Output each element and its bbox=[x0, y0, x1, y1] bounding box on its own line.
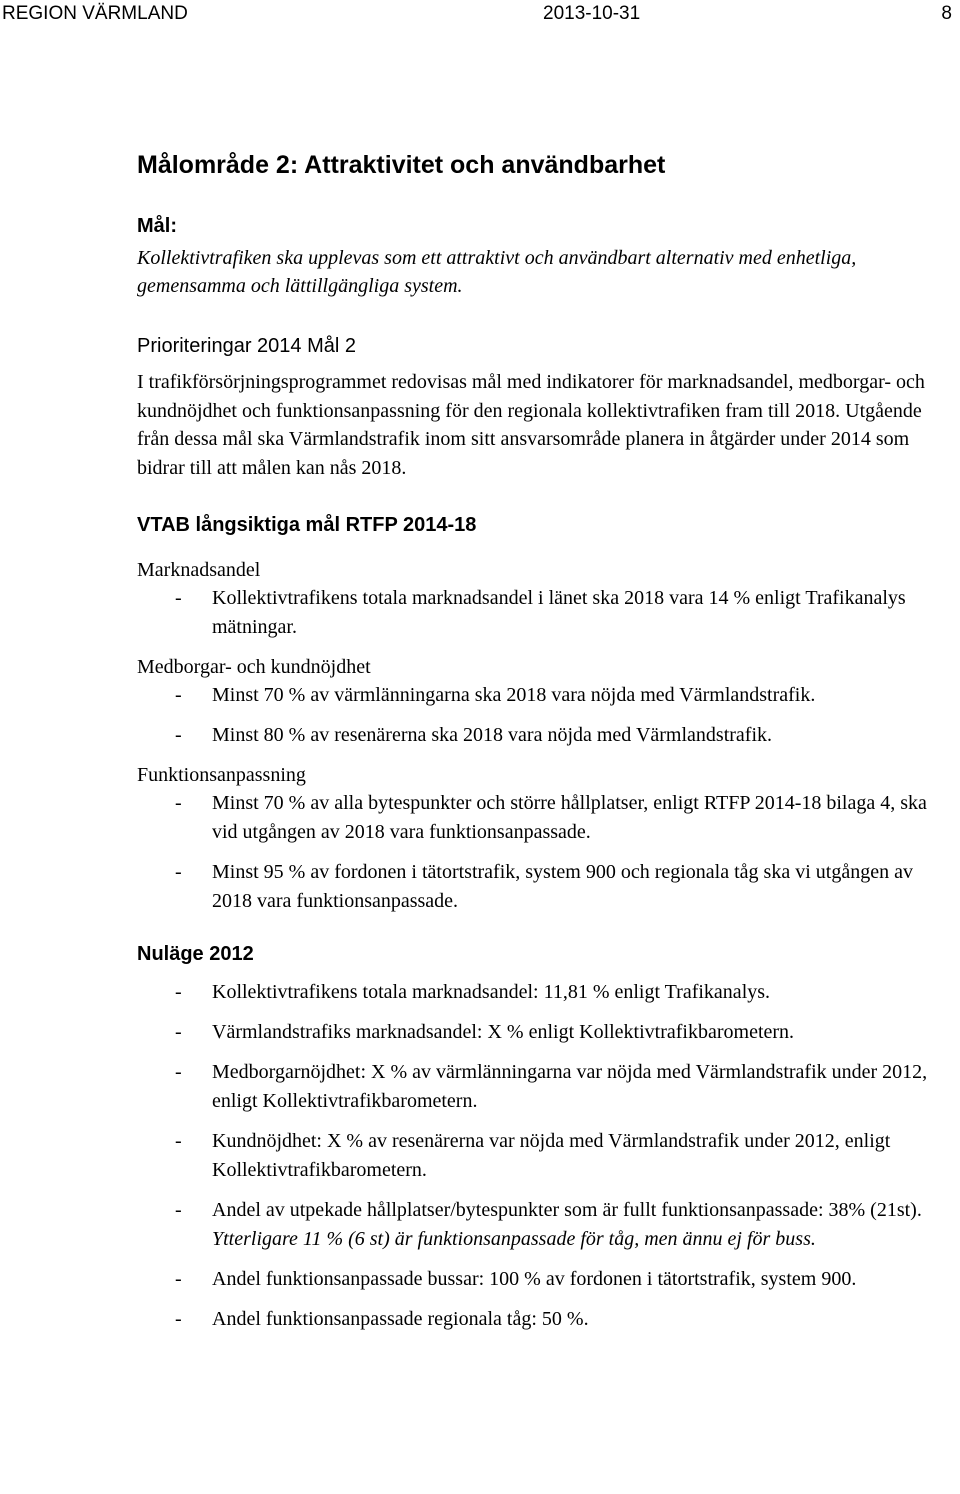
market-share-list bbox=[137, 584, 937, 642]
document-body bbox=[137, 146, 937, 1345]
page-header bbox=[0, 0, 960, 30]
list-item bbox=[137, 1196, 937, 1254]
list-item: - Kollektivtrafikens totala marknadsandel i länet ska 2018 vara 14 % enligt Trafikanalys mätningar. bbox=[137, 584, 937, 642]
list-item: - Medborgarnöjdhet: X % av värmlänningarna var nöjda med Värmlandstrafik under 2012, enligt Kollektivtrafikbarometern. bbox=[137, 1058, 937, 1116]
priorities-paragraph: I trafikförsörjningsprogrammet redovisas mål med indikatorer för marknadsandel, medborgar- och kundnöjdhet och funktionsanpassning för den regionala kollektivtrafiken fram till 2018. Utgående från dessa mål ska Värmlandstrafik inom sitt ansvarsområde planera in åtgärder under 2014 som bidrar till att målen kan nås 2018. bbox=[137, 371, 925, 479]
list-item: - Minst 95 % av fordonen i tätortstrafik, system 900 och regionala tåg ska vi utgången av 2018 vara funktionsanpassade. bbox=[137, 858, 937, 916]
status-heading: Nuläge 2012 bbox=[137, 943, 254, 966]
header-page-number: 8 bbox=[941, 3, 952, 24]
section-title-satisfaction: Medborgar- och kundnöjdhet bbox=[137, 656, 371, 679]
list-item: - Kundnöjdhet: X % av resenärerna var nöjda med Värmlandstrafik under 2012, enligt Kollektivtrafikbarometern. bbox=[137, 1127, 937, 1185]
page-title: Målområde 2: Attraktivitet och användbarhet bbox=[137, 151, 666, 179]
status-list bbox=[137, 978, 937, 1334]
goal-label: Mål: bbox=[137, 215, 177, 237]
satisfaction-list bbox=[137, 681, 937, 750]
list-item: - Andel funktionsanpassade regionala tåg: 50 %. bbox=[137, 1305, 937, 1334]
list-item: - Andel funktionsanpassade bussar: 100 % av fordonen i tätortstrafik, system 900. bbox=[137, 1265, 937, 1294]
section-title-accessibility: Funktionsanpassning bbox=[137, 764, 306, 787]
accessibility-list bbox=[137, 789, 937, 916]
list-item-text: Andel av utpekade hållplatser/bytespunkter som är fullt funktionsanpassade: 38% (21st). bbox=[212, 1199, 922, 1222]
priorities-heading: Prioriteringar 2014 Mål 2 bbox=[137, 335, 356, 357]
list-item: - Värmlandstrafiks marknadsandel: X % enligt Kollektivtrafikbarometern. bbox=[137, 1018, 937, 1047]
section-title-market-share: Marknadsandel bbox=[137, 559, 261, 582]
header-date: 2013-10-31 bbox=[543, 3, 641, 24]
vtab-heading: VTAB långsiktiga mål RTFP 2014-18 bbox=[137, 514, 477, 537]
goal-text: Kollektivtrafiken ska upplevas som ett attraktivt och användbart alternativ med enhetliga, gemensamma och lättillgängliga system. bbox=[137, 247, 857, 297]
list-item: - Kollektivtrafikens totala marknadsandel: 11,81 % enligt Trafikanalys. bbox=[137, 978, 937, 1007]
list-item: - Minst 70 % av alla bytespunkter och större hållplatser, enligt RTFP 2014-18 bilaga 4, ska vid utgången av 2018 vara funktionsanpassade. bbox=[137, 789, 937, 847]
header-organization: REGION VÄRMLAND bbox=[2, 3, 188, 24]
list-item-note: Ytterligare 11 % (6 st) är funktionsanpassade för tåg, men ännu ej för buss. bbox=[212, 1228, 816, 1251]
list-item: - Minst 80 % av resenärerna ska 2018 vara nöjda med Värmlandstrafik. bbox=[137, 721, 937, 750]
list-item: - Minst 70 % av värmlänningarna ska 2018 vara nöjda med Värmlandstrafik. bbox=[137, 681, 937, 710]
